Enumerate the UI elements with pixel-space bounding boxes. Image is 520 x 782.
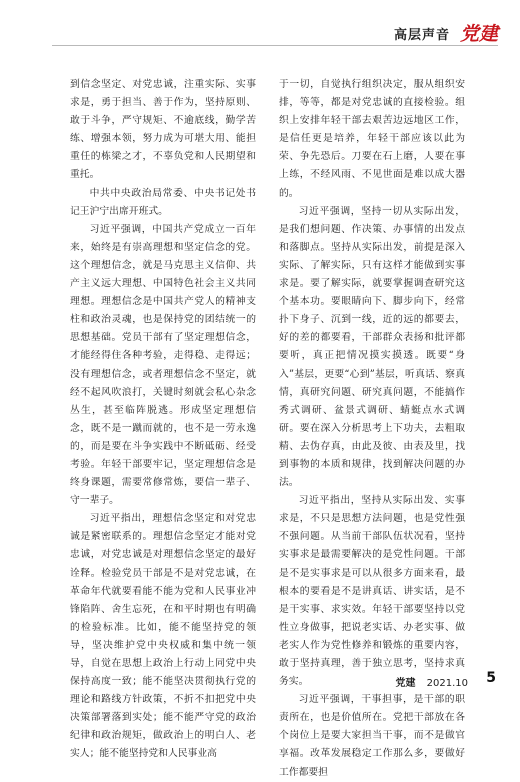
page-number: 5 bbox=[486, 670, 496, 686]
paragraph: 到信念坚定、对党忠诚，注重实际、实事求是，勇于担当、善于作为，坚持原则、敢于斗争，严守规矩、不逾底线，勤学苦练、增强本领，努力成为可堪大用、能担重任的栋梁之才，不辜负党和人民期望和重托。 bbox=[70, 79, 256, 181]
paragraph: 习近平强调，干事担事，是干部的职责所在，也是价值所在。党把干部放在各个岗位上是要大家担当干事，而不是做官享福。改革发展稳定工作那么多，要做好工作都要担 bbox=[279, 694, 465, 778]
paragraph: 习近平指出，坚持从实际出发、实事求是，不只是思想方法问题，也是党性强不强问题。从当前干部队伍状况看，坚持实事求是最需要解决的是党性问题。干部是不是实事求是可以从很多方面来看，最根本的要看是不是讲真话、讲实话，是不是干实事、求实效。年轻干部要坚持以党性立身做事，把说老实话、办老实事、做老实人作为党性修养和锻炼的重要内容，敢于坚持真理，善于独立思考，坚持求真务实。 bbox=[279, 495, 465, 688]
header-rule bbox=[52, 45, 498, 46]
footer bbox=[395, 674, 468, 689]
article-column-left bbox=[70, 76, 256, 764]
paragraph: 习近平指出，理想信念坚定和对党忠诚是紧密联系的。理想信念坚定才能对党忠诚，对党忠诚是对理想信念坚定的最好诠释。检验党员干部是不是对党忠诚，在革命年代就要看能不能为党和人民事业冲锋陷阵、舍生忘死，在和平时期也有明确的检验标准。比如，能不能坚持党的领导，坚决维护党中央权威和集中统一领导，自觉在思想上政治上行动上同党中央保持高度一致；能不能坚决贯彻执行党的理论和路线方针政策，不折不扣把党中央决策部署落到实处；能不能严守党的政治纪律和政治规矩，做政治上的明白人、老实人；能不能坚持党和人民事业高 bbox=[70, 513, 256, 760]
footer-magazine-name: 党建 bbox=[395, 678, 416, 689]
paragraph: 习近平强调，坚持一切从实际出发，是我们想问题、作决策、办事情的出发点和落脚点。坚持从实际出发，前提是深入实际、了解实际，只有这样才能做到实事求是。要了解实际，就要掌握调查研究这个基本功。要眼睛向下、脚步向下，经常扑下身子、沉到一线，近的远的都要去，好的差的都要看，干部群众表扬和批评都要听，真正把情况摸实摸透。既要“身入”基层，更要“心到”基层，听真话、察真情，真研究问题、研究真问题，不能搞作秀式调研、盆景式调研、蜻蜓点水式调研。要在深入分析思考上下功夫，去粗取精、去伪存真，由此及彼、由表及里，找到事物的本质和规律，找到解决问题的办法。 bbox=[279, 205, 465, 489]
paragraph: 中共中央政治局常委、中央书记处书记王沪宁出席开班式。 bbox=[70, 187, 256, 217]
paragraph: 于一切，自觉执行组织决定，服从组织安排，等等，都是对党忠诚的直接检验。组织上安排年轻干部去艰苦边远地区工作，是信任更是培养，年轻干部应该以此为荣、争先恐后。刀要在石上磨，人要在事上练，不经风雨、不见世面是难以成大器的。 bbox=[279, 79, 465, 199]
section-title: 高层声音 bbox=[393, 28, 450, 43]
paragraph: 习近平强调，中国共产党成立一百年来，始终是有崇高理想和坚定信念的党。这个理想信念，就是马克思主义信仰、共产主义远大理想、中国特色社会主义共同理想。理想信念是中国共产党人的精神支柱和政治灵魂，也是保持党的团结统一的思想基础。党员干部有了坚定理想信念，才能经得住各种考验，走得稳、走得远；没有理想信念，或者理想信念不坚定，就经不起风吹浪打，关键时刻就会私心杂念丛生，甚至临阵脱逃。形成坚定理想信念，既不是一蹴而就的，也不是一劳永逸的，而是要在斗争实践中不断砥砺、经受考验。年轻干部要牢记，坚定理想信念是终身课题，需要常修常炼，要信一辈子、守一辈子。 bbox=[70, 223, 256, 507]
magazine-logo: 党建 bbox=[459, 23, 498, 45]
footer-issue: 2021.10 bbox=[426, 678, 468, 689]
